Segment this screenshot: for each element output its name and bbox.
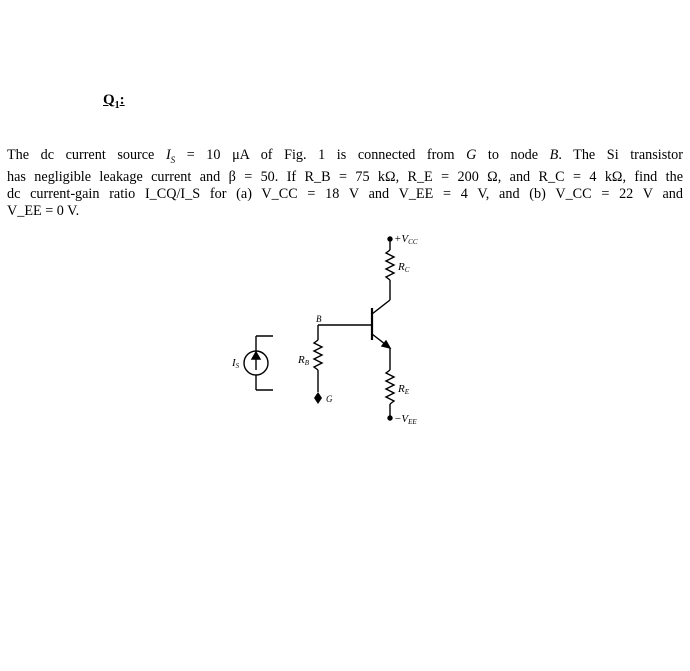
vcc-label: +VCC [394,233,418,246]
re-label: RE [398,383,410,396]
node-b-label: B [316,314,322,324]
problem-line-3: dc current-gain ratio I_CQ/I_S for (a) V_CC = 18 V and V_EE = 4 V, and (b) V_CC = 22 V and [7,185,683,202]
question-label: $Q_1$: [103,92,125,111]
problem-line-2: has negligible leakage current and β = 50. If R_B = 75 kΩ, R_E = 200 Ω, and R_C = 4 kΩ, find the [7,168,683,185]
is-label: IS [232,357,240,370]
re-resistor [386,370,394,404]
g-terminal [314,392,322,404]
problem-line-1: The dc current source $I_S = 10$ μA of Fig. 1 is connected from G to node B. The Si transistor [7,147,683,165]
rb-resistor [314,340,322,370]
rc-label: RC [398,261,410,274]
current-source-arrowhead [252,352,260,359]
vee-node [388,416,392,420]
collector-lead [372,300,390,314]
problem-line-4: V_EE = 0 V. [7,202,80,219]
node-g-label: G [326,394,333,404]
rc-resistor [386,250,394,280]
vee-label: −VEE [394,413,417,426]
rb-label: RB [298,354,310,367]
